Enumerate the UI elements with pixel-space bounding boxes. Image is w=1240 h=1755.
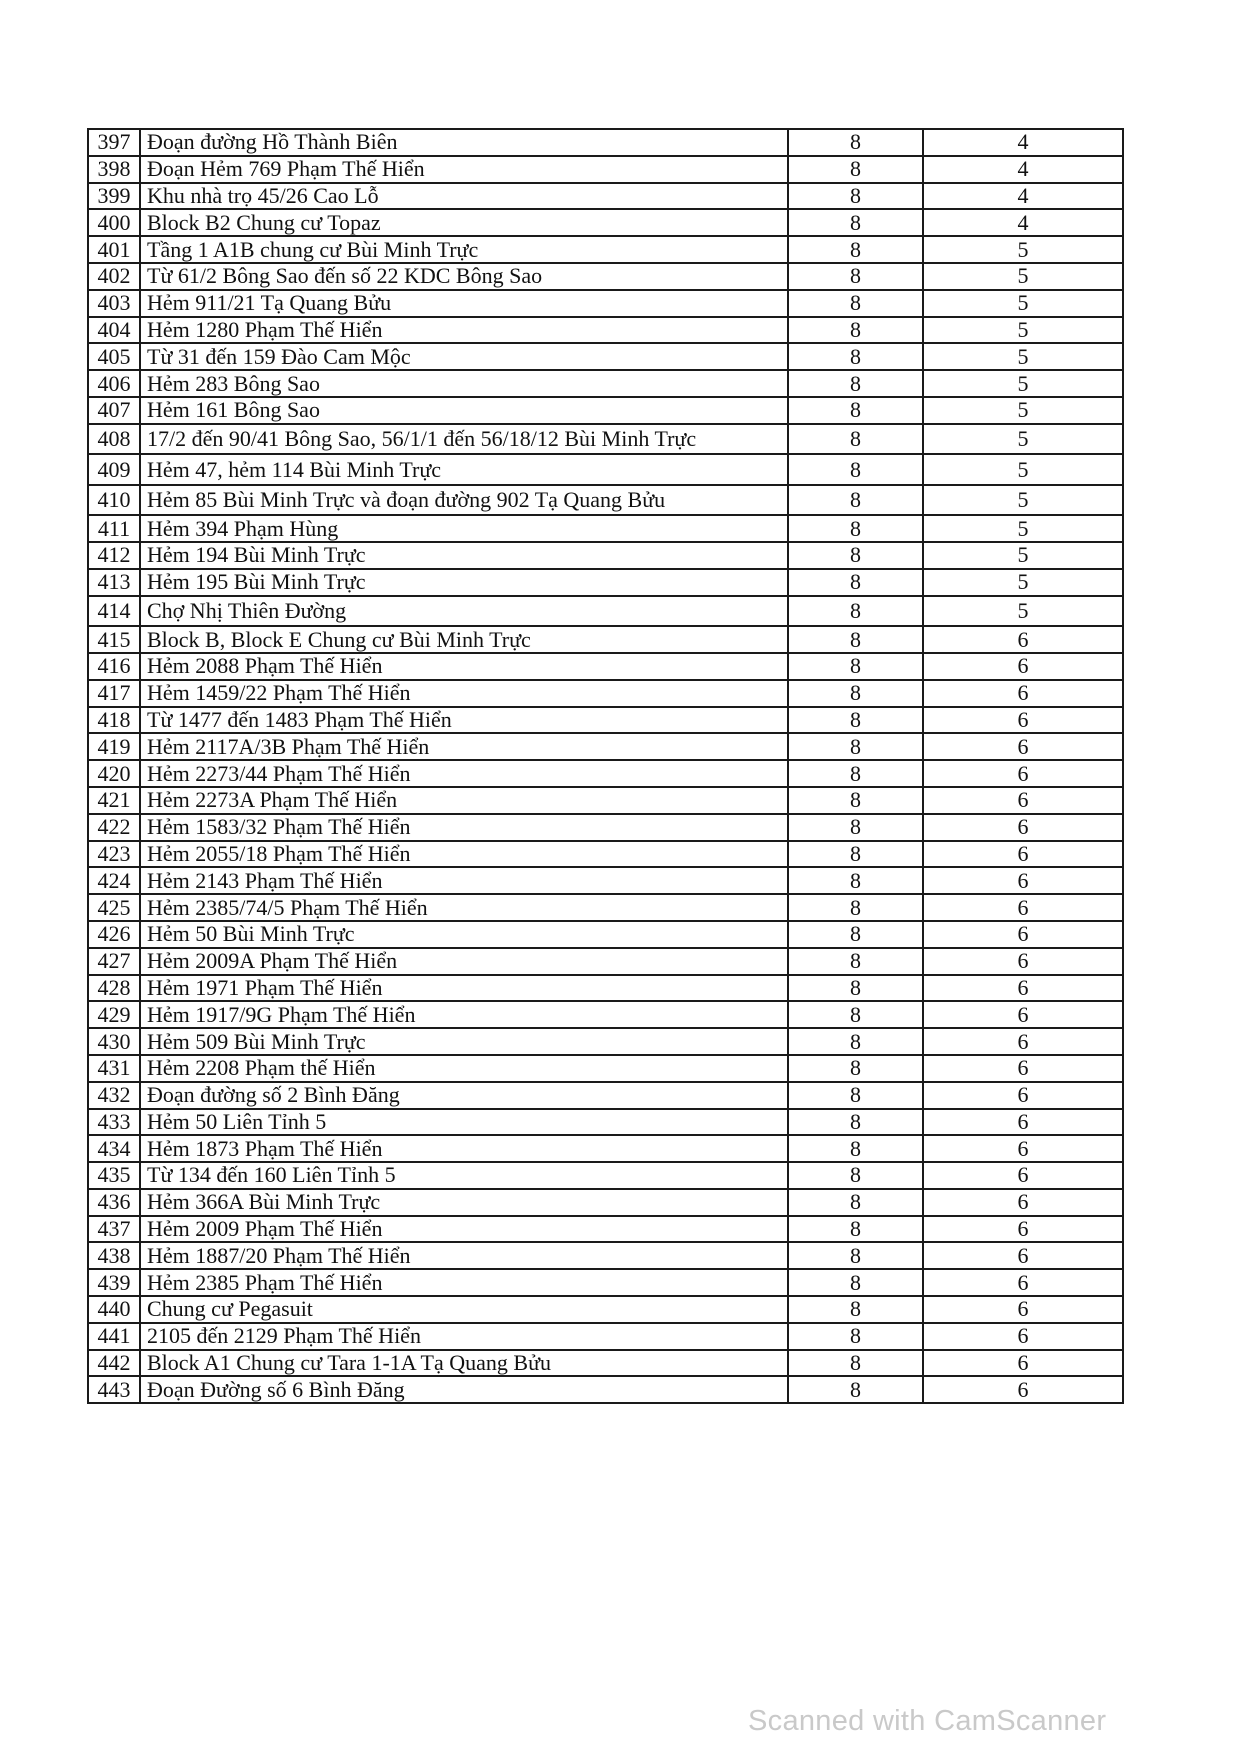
value-a-cell: 8 <box>788 569 923 596</box>
row-number-cell: 423 <box>88 841 140 868</box>
value-b-cell: 6 <box>923 1242 1123 1269</box>
value-a-cell: 8 <box>788 424 923 455</box>
value-a-cell: 8 <box>788 1082 923 1109</box>
table-row <box>88 1189 1123 1216</box>
value-a-cell: 8 <box>788 156 923 183</box>
location-name-cell: Hẻm 85 Bùi Minh Trực và đoạn đường 902 Tạ Quang Bửu <box>140 485 788 516</box>
value-b-cell: 6 <box>923 841 1123 868</box>
table-row <box>88 515 1123 542</box>
row-number-cell: 441 <box>88 1323 140 1350</box>
table-row <box>88 1082 1123 1109</box>
value-b-cell: 4 <box>923 156 1123 183</box>
row-number-cell: 427 <box>88 948 140 975</box>
table-row <box>88 183 1123 210</box>
value-b-cell: 5 <box>923 343 1123 370</box>
location-name-cell: Từ 61/2 Bông Sao đến số 22 KDC Bông Sao <box>140 263 788 290</box>
value-b-cell: 4 <box>923 209 1123 236</box>
table-row <box>88 209 1123 236</box>
table-row <box>88 1001 1123 1028</box>
row-number-cell: 413 <box>88 569 140 596</box>
table-row <box>88 317 1123 344</box>
value-b-cell: 6 <box>923 948 1123 975</box>
location-name-cell: Chợ Nhị Thiên Đường <box>140 596 788 627</box>
table-row <box>88 1216 1123 1243</box>
value-a-cell: 8 <box>788 515 923 542</box>
value-a-cell: 8 <box>788 1376 923 1403</box>
table-row <box>88 921 1123 948</box>
value-a-cell: 8 <box>788 760 923 787</box>
location-name-cell: Đoạn đường số 2 Bình Đăng <box>140 1082 788 1109</box>
table-row <box>88 156 1123 183</box>
row-number-cell: 430 <box>88 1028 140 1055</box>
row-number-cell: 402 <box>88 263 140 290</box>
location-name-cell: Từ 134 đến 160 Liên Tỉnh 5 <box>140 1162 788 1189</box>
value-b-cell: 5 <box>923 370 1123 397</box>
row-number-cell: 422 <box>88 814 140 841</box>
value-b-cell: 6 <box>923 1296 1123 1323</box>
location-name-cell: Hẻm 2088 Phạm Thế Hiển <box>140 653 788 680</box>
value-b-cell: 6 <box>923 921 1123 948</box>
location-name-cell: Hẻm 1971 Phạm Thế Hiển <box>140 975 788 1002</box>
table-row <box>88 370 1123 397</box>
row-number-cell: 440 <box>88 1296 140 1323</box>
table-row <box>88 1350 1123 1377</box>
value-b-cell: 6 <box>923 653 1123 680</box>
location-name-cell: Block B2 Chung cư Topaz <box>140 209 788 236</box>
row-number-cell: 438 <box>88 1242 140 1269</box>
location-name-cell: Hẻm 2273/44 Phạm Thế Hiển <box>140 760 788 787</box>
location-name-cell: Từ 31 đến 159 Đào Cam Mộc <box>140 343 788 370</box>
table-row <box>88 290 1123 317</box>
value-a-cell: 8 <box>788 397 923 424</box>
location-name-cell: Hẻm 1583/32 Phạm Thế Hiển <box>140 814 788 841</box>
value-b-cell: 5 <box>923 569 1123 596</box>
value-b-cell: 5 <box>923 485 1123 516</box>
location-name-cell: Hẻm 47, hẻm 114 Bùi Minh Trực <box>140 454 788 485</box>
row-number-cell: 415 <box>88 626 140 653</box>
row-number-cell: 439 <box>88 1269 140 1296</box>
location-name-cell: Đoạn Hẻm 769 Phạm Thế Hiển <box>140 156 788 183</box>
location-name-cell: 2105 đến 2129 Phạm Thế Hiển <box>140 1323 788 1350</box>
value-a-cell: 8 <box>788 317 923 344</box>
row-number-cell: 433 <box>88 1109 140 1136</box>
table-row <box>88 1162 1123 1189</box>
value-b-cell: 6 <box>923 733 1123 760</box>
row-number-cell: 412 <box>88 542 140 569</box>
value-a-cell: 8 <box>788 370 923 397</box>
value-a-cell: 8 <box>788 263 923 290</box>
row-number-cell: 424 <box>88 867 140 894</box>
row-number-cell: 416 <box>88 653 140 680</box>
value-a-cell: 8 <box>788 1001 923 1028</box>
value-b-cell: 6 <box>923 894 1123 921</box>
value-a-cell: 8 <box>788 1135 923 1162</box>
value-a-cell: 8 <box>788 867 923 894</box>
location-name-cell: Hẻm 1887/20 Phạm Thế Hiển <box>140 1242 788 1269</box>
location-name-cell: Hẻm 195 Bùi Minh Trực <box>140 569 788 596</box>
table-row <box>88 653 1123 680</box>
value-b-cell: 6 <box>923 975 1123 1002</box>
row-number-cell: 410 <box>88 485 140 516</box>
row-number-cell: 407 <box>88 397 140 424</box>
table-row <box>88 1055 1123 1082</box>
table-row <box>88 760 1123 787</box>
row-number-cell: 414 <box>88 596 140 627</box>
value-b-cell: 5 <box>923 424 1123 455</box>
value-a-cell: 8 <box>788 1055 923 1082</box>
value-a-cell: 8 <box>788 948 923 975</box>
value-b-cell: 5 <box>923 454 1123 485</box>
value-a-cell: 8 <box>788 183 923 210</box>
row-number-cell: 437 <box>88 1216 140 1243</box>
location-name-cell: Từ 1477 đến 1483 Phạm Thế Hiển <box>140 707 788 734</box>
value-b-cell: 6 <box>923 1323 1123 1350</box>
location-name-cell: Hẻm 161 Bông Sao <box>140 397 788 424</box>
value-a-cell: 8 <box>788 485 923 516</box>
value-a-cell: 8 <box>788 841 923 868</box>
table-row <box>88 454 1123 485</box>
row-number-cell: 425 <box>88 894 140 921</box>
row-number-cell: 434 <box>88 1135 140 1162</box>
table-row <box>88 1028 1123 1055</box>
table-row <box>88 841 1123 868</box>
row-number-cell: 409 <box>88 454 140 485</box>
location-name-cell: Hẻm 394 Phạm Hùng <box>140 515 788 542</box>
table-row <box>88 1269 1123 1296</box>
row-number-cell: 399 <box>88 183 140 210</box>
row-number-cell: 418 <box>88 707 140 734</box>
value-b-cell: 6 <box>923 867 1123 894</box>
value-b-cell: 6 <box>923 1001 1123 1028</box>
value-a-cell: 8 <box>788 733 923 760</box>
value-a-cell: 8 <box>788 1242 923 1269</box>
table-row <box>88 680 1123 707</box>
table-row <box>88 1323 1123 1350</box>
value-b-cell: 6 <box>923 1055 1123 1082</box>
value-a-cell: 8 <box>788 454 923 485</box>
value-a-cell: 8 <box>788 1109 923 1136</box>
row-number-cell: 432 <box>88 1082 140 1109</box>
table-row <box>88 542 1123 569</box>
value-b-cell: 6 <box>923 814 1123 841</box>
table-row <box>88 626 1123 653</box>
value-a-cell: 8 <box>788 1323 923 1350</box>
row-number-cell: 406 <box>88 370 140 397</box>
row-number-cell: 436 <box>88 1189 140 1216</box>
table-row <box>88 596 1123 627</box>
value-a-cell: 8 <box>788 209 923 236</box>
value-b-cell: 5 <box>923 397 1123 424</box>
row-number-cell: 431 <box>88 1055 140 1082</box>
value-b-cell: 5 <box>923 515 1123 542</box>
table-row <box>88 787 1123 814</box>
table-row <box>88 975 1123 1002</box>
table-row <box>88 343 1123 370</box>
value-a-cell: 8 <box>788 1216 923 1243</box>
location-name-cell: Đoạn Đường số 6 Bình Đăng <box>140 1376 788 1403</box>
data-table <box>87 128 1124 1404</box>
table-row <box>88 1242 1123 1269</box>
location-name-cell: Hẻm 194 Bùi Minh Trực <box>140 542 788 569</box>
location-name-cell: Hẻm 2055/18 Phạm Thế Hiển <box>140 841 788 868</box>
location-name-cell: Hẻm 50 Bùi Minh Trực <box>140 921 788 948</box>
value-b-cell: 6 <box>923 1109 1123 1136</box>
table-row <box>88 569 1123 596</box>
table-row <box>88 733 1123 760</box>
location-name-cell: Chung cư Pegasuit <box>140 1296 788 1323</box>
value-a-cell: 8 <box>788 894 923 921</box>
value-a-cell: 8 <box>788 653 923 680</box>
row-number-cell: 421 <box>88 787 140 814</box>
location-name-cell: Hẻm 2009 Phạm Thế Hiển <box>140 1216 788 1243</box>
value-b-cell: 6 <box>923 1269 1123 1296</box>
value-b-cell: 5 <box>923 290 1123 317</box>
value-b-cell: 6 <box>923 680 1123 707</box>
row-number-cell: 426 <box>88 921 140 948</box>
table-row <box>88 263 1123 290</box>
value-b-cell: 5 <box>923 542 1123 569</box>
row-number-cell: 408 <box>88 424 140 455</box>
location-name-cell: Hẻm 2385/74/5 Phạm Thế Hiển <box>140 894 788 921</box>
value-a-cell: 8 <box>788 129 923 156</box>
value-a-cell: 8 <box>788 1350 923 1377</box>
value-a-cell: 8 <box>788 680 923 707</box>
value-b-cell: 6 <box>923 1028 1123 1055</box>
value-a-cell: 8 <box>788 787 923 814</box>
table-row <box>88 1135 1123 1162</box>
value-a-cell: 8 <box>788 814 923 841</box>
location-name-cell: Hẻm 509 Bùi Minh Trực <box>140 1028 788 1055</box>
value-a-cell: 8 <box>788 921 923 948</box>
table-row <box>88 129 1123 156</box>
value-b-cell: 6 <box>923 1350 1123 1377</box>
location-name-cell: Hẻm 1459/22 Phạm Thế Hiển <box>140 680 788 707</box>
location-name-cell: Hẻm 2117A/3B Phạm Thế Hiển <box>140 733 788 760</box>
value-b-cell: 6 <box>923 1162 1123 1189</box>
value-b-cell: 6 <box>923 626 1123 653</box>
table-row <box>88 397 1123 424</box>
location-name-cell: Hẻm 2385 Phạm Thế Hiển <box>140 1269 788 1296</box>
location-name-cell: Hẻm 366A Bùi Minh Trực <box>140 1189 788 1216</box>
row-number-cell: 411 <box>88 515 140 542</box>
value-a-cell: 8 <box>788 542 923 569</box>
value-b-cell: 5 <box>923 317 1123 344</box>
table-row <box>88 424 1123 455</box>
camscanner-watermark: Scanned with CamScanner <box>748 1705 1107 1737</box>
row-number-cell: 401 <box>88 236 140 263</box>
table-body <box>88 129 1123 1403</box>
value-a-cell: 8 <box>788 1189 923 1216</box>
value-b-cell: 6 <box>923 1189 1123 1216</box>
location-name-cell: Block B, Block E Chung cư Bùi Minh Trực <box>140 626 788 653</box>
row-number-cell: 419 <box>88 733 140 760</box>
value-a-cell: 8 <box>788 290 923 317</box>
row-number-cell: 429 <box>88 1001 140 1028</box>
table-row <box>88 814 1123 841</box>
row-number-cell: 442 <box>88 1350 140 1377</box>
location-name-cell: Hẻm 911/21 Tạ Quang Bửu <box>140 290 788 317</box>
value-a-cell: 8 <box>788 343 923 370</box>
location-name-cell: Hẻm 283 Bông Sao <box>140 370 788 397</box>
value-b-cell: 6 <box>923 1082 1123 1109</box>
row-number-cell: 443 <box>88 1376 140 1403</box>
value-a-cell: 8 <box>788 236 923 263</box>
value-b-cell: 4 <box>923 129 1123 156</box>
value-b-cell: 5 <box>923 263 1123 290</box>
row-number-cell: 420 <box>88 760 140 787</box>
value-b-cell: 5 <box>923 596 1123 627</box>
location-name-cell: Hẻm 1917/9G Phạm Thế Hiển <box>140 1001 788 1028</box>
row-number-cell: 400 <box>88 209 140 236</box>
table-row <box>88 1296 1123 1323</box>
table-row <box>88 707 1123 734</box>
location-name-cell: 17/2 đến 90/41 Bông Sao, 56/1/1 đến 56/18/12 Bùi Minh Trực <box>140 424 788 455</box>
row-number-cell: 397 <box>88 129 140 156</box>
location-name-cell: Hẻm 1280 Phạm Thế Hiển <box>140 317 788 344</box>
row-number-cell: 428 <box>88 975 140 1002</box>
row-number-cell: 403 <box>88 290 140 317</box>
location-name-cell: Hẻm 2273A Phạm Thế Hiển <box>140 787 788 814</box>
location-name-cell: Hẻm 2009A Phạm Thế Hiển <box>140 948 788 975</box>
value-a-cell: 8 <box>788 1269 923 1296</box>
location-name-cell: Khu nhà trọ 45/26 Cao Lỗ <box>140 183 788 210</box>
row-number-cell: 417 <box>88 680 140 707</box>
row-number-cell: 405 <box>88 343 140 370</box>
value-a-cell: 8 <box>788 1028 923 1055</box>
table-row <box>88 236 1123 263</box>
value-a-cell: 8 <box>788 975 923 1002</box>
row-number-cell: 398 <box>88 156 140 183</box>
location-name-cell: Hẻm 2143 Phạm Thế Hiển <box>140 867 788 894</box>
row-number-cell: 435 <box>88 1162 140 1189</box>
table-row <box>88 948 1123 975</box>
location-name-cell: Tầng 1 A1B chung cư Bùi Minh Trực <box>140 236 788 263</box>
location-name-cell: Đoạn đường Hồ Thành Biên <box>140 129 788 156</box>
value-b-cell: 5 <box>923 236 1123 263</box>
value-b-cell: 6 <box>923 707 1123 734</box>
value-a-cell: 8 <box>788 1162 923 1189</box>
value-a-cell: 8 <box>788 626 923 653</box>
location-name-cell: Hẻm 1873 Phạm Thế Hiển <box>140 1135 788 1162</box>
table-row <box>88 867 1123 894</box>
value-b-cell: 6 <box>923 1376 1123 1403</box>
value-b-cell: 6 <box>923 1135 1123 1162</box>
table-row <box>88 1109 1123 1136</box>
value-b-cell: 6 <box>923 1216 1123 1243</box>
value-a-cell: 8 <box>788 707 923 734</box>
location-name-cell: Hẻm 2208 Phạm thế Hiển <box>140 1055 788 1082</box>
row-number-cell: 404 <box>88 317 140 344</box>
location-name-cell: Block A1 Chung cư Tara 1-1A Tạ Quang Bửu <box>140 1350 788 1377</box>
value-b-cell: 6 <box>923 787 1123 814</box>
value-b-cell: 6 <box>923 760 1123 787</box>
table-row <box>88 485 1123 516</box>
table-row <box>88 894 1123 921</box>
location-name-cell: Hẻm 50 Liên Tỉnh 5 <box>140 1109 788 1136</box>
value-a-cell: 8 <box>788 596 923 627</box>
value-a-cell: 8 <box>788 1296 923 1323</box>
table-row <box>88 1376 1123 1403</box>
value-b-cell: 4 <box>923 183 1123 210</box>
